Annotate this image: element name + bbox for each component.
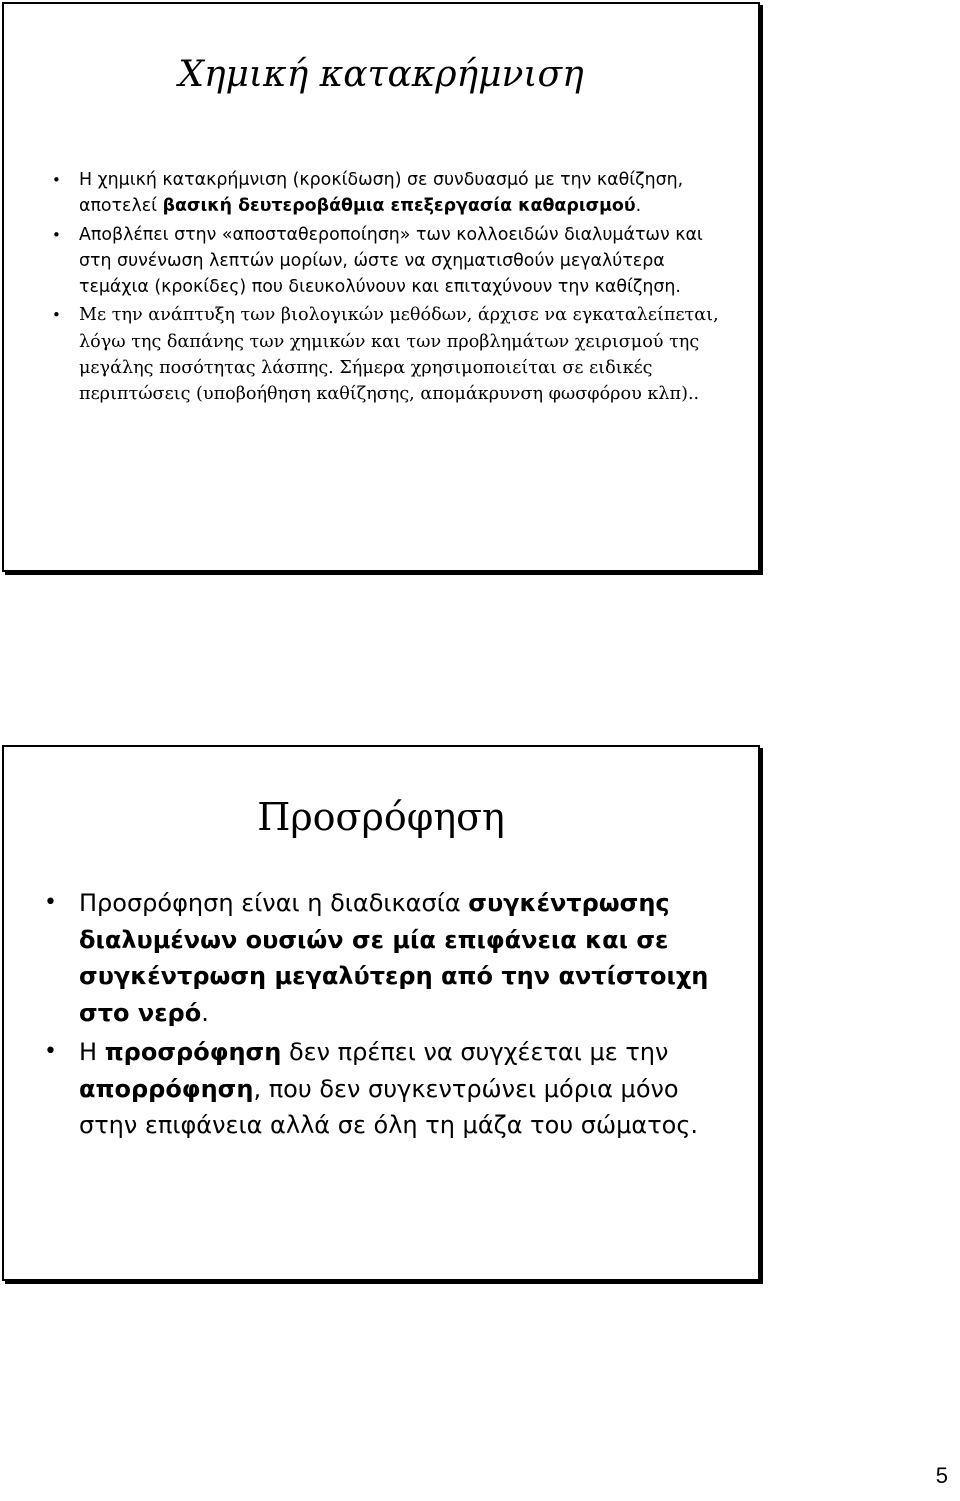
list-item bbox=[40, 885, 740, 1031]
bullet-bold-text: προσρόφηση bbox=[104, 1038, 282, 1066]
bullet-text: Αποβλέπει στην «αποσταθεροποίηση» των κολλοειδών διαλυμάτων και στη συνένωση λεπτών μορίων, ώστε να σχηματισθούν μεγαλύτερα τεμάχια (κροκίδες) που διευκολύνουν και επιταχύνουν την καθίζηση. bbox=[79, 224, 703, 298]
slide-adsorption bbox=[2, 745, 760, 1281]
list-item bbox=[52, 302, 732, 407]
bullet-icon: • bbox=[52, 306, 61, 325]
bullet-text: , που δεν συγκεντρώνει μόρια μόνο στην επιφάνεια αλλά σε όλη τη μάζα του σώματος. bbox=[79, 1074, 699, 1139]
slide-title: Χημική κατακρήμνιση bbox=[178, 54, 584, 95]
page-number: 5 bbox=[935, 1463, 948, 1488]
bullet-icon: • bbox=[44, 890, 57, 915]
slide-title: Προσρόφηση bbox=[257, 795, 505, 839]
bullet-icon: • bbox=[52, 171, 61, 189]
list-item bbox=[40, 1034, 740, 1144]
bullet-bold-text: συγκέντρωσης διαλυμένων ουσιών σε μία επιφάνεια και σε συγκέντρωση μεγαλύτερη από την αντίστοιχη στο νερό bbox=[79, 889, 709, 1027]
bullet-text-end: . bbox=[201, 998, 209, 1027]
bullet-text: Η bbox=[79, 1038, 105, 1066]
bullet-bold-text: βασική δευτεροβάθμια επεξεργασία καθαρισμού bbox=[162, 196, 636, 217]
bullet-text-end: . bbox=[635, 196, 642, 217]
bullet-icon: • bbox=[52, 225, 61, 244]
list-item bbox=[52, 167, 732, 220]
bullet-text: Η χημική κατακρήμνιση (κροκίδωση) σε συνδυασμό με την καθίζηση, αποτελεί bbox=[79, 170, 684, 217]
slide-chemical-precipitation bbox=[2, 2, 760, 572]
bullet-list bbox=[52, 167, 732, 410]
bullet-text: δεν πρέπει να συγχέεται με την bbox=[281, 1038, 669, 1066]
bullet-text: Προσρόφηση είναι η διαδικασία bbox=[79, 889, 469, 917]
bullet-text: Με την ανάπτυξη των βιολογικών μεθόδων, άρχισε να εγκαταλείπεται, λόγω της δαπάνης των χημικών και των προβλημάτων χειρισμού της μεγάλης ποσότητας λάσπης. Σήμερα χρησιμοποιείται σε ειδικές περιπτώσεις (υποβοήθηση καθίζησης, απομάκρυνση φωσφόρου κλπ).. bbox=[79, 305, 719, 405]
bullet-icon: • bbox=[44, 1039, 57, 1064]
list-item bbox=[52, 222, 732, 301]
bullet-bold-text: απορρόφηση bbox=[79, 1074, 254, 1103]
bullet-list bbox=[40, 885, 740, 1147]
